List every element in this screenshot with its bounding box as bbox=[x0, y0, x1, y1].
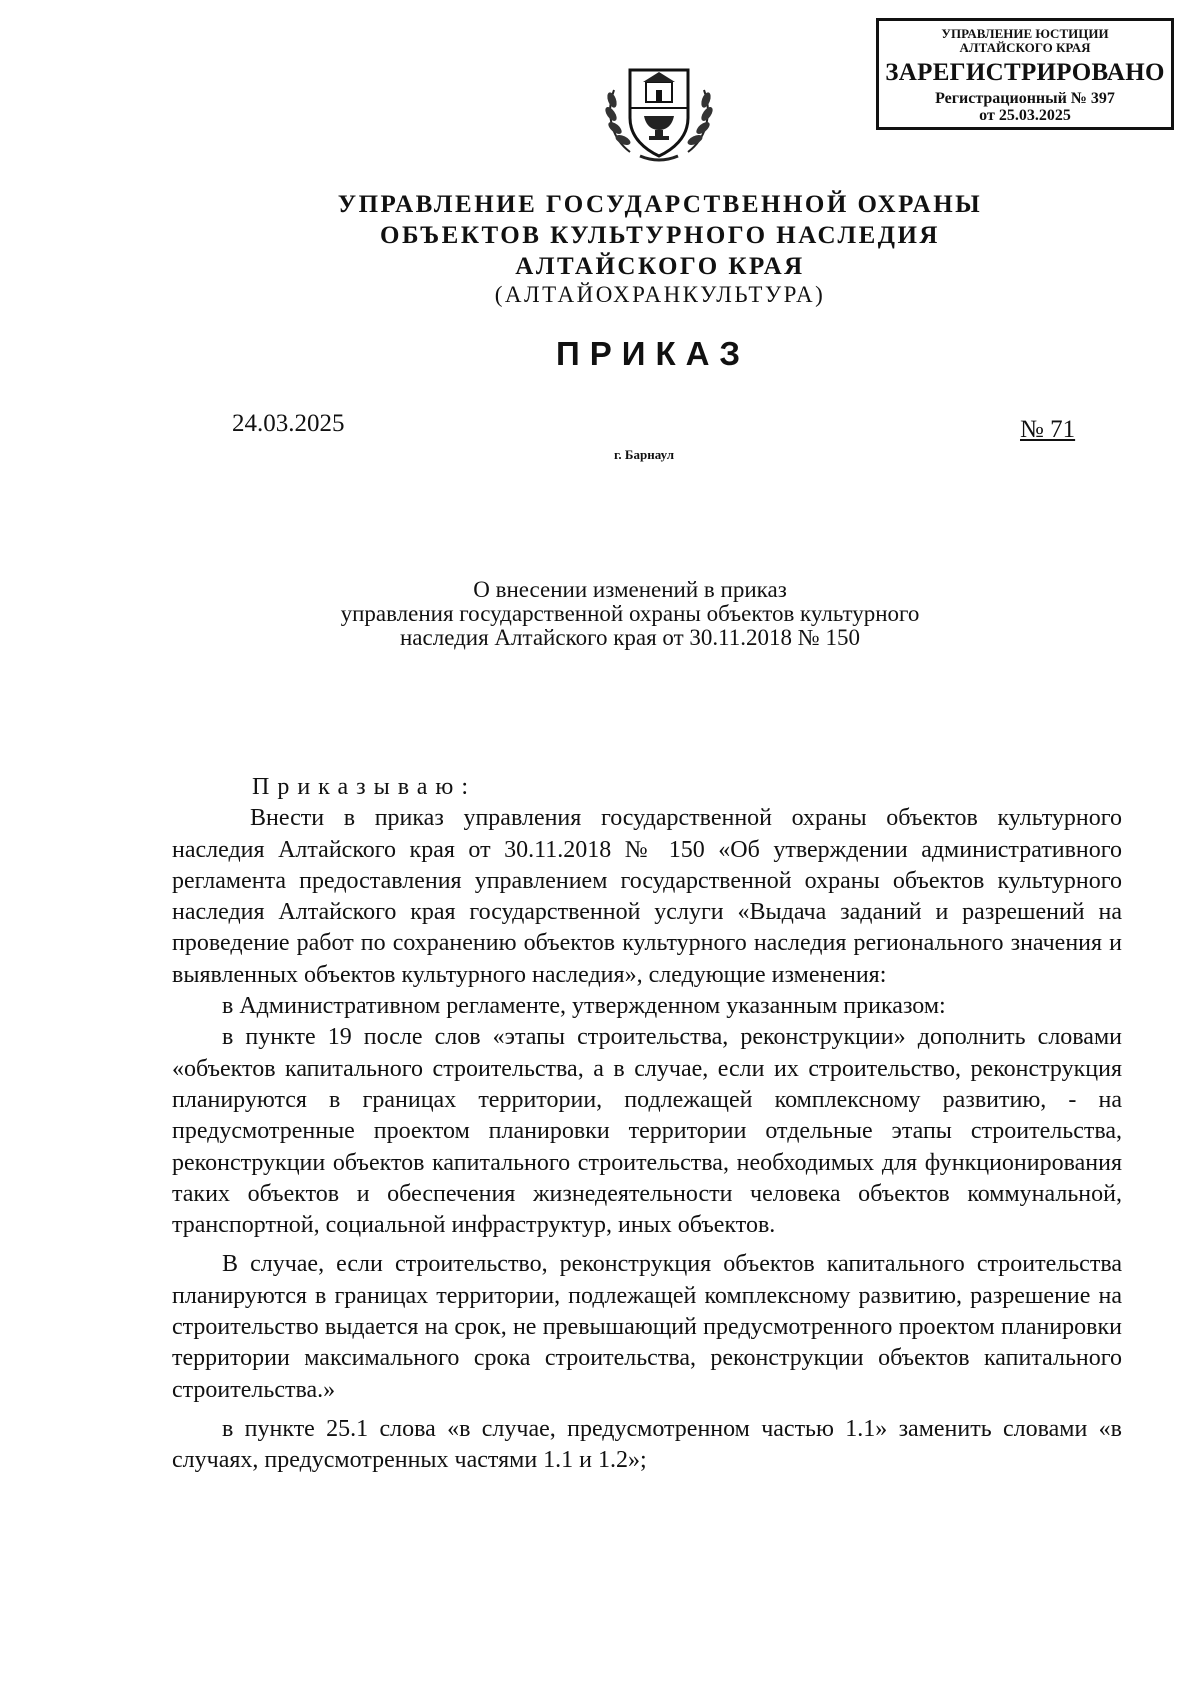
document-date: 24.03.2025 bbox=[232, 410, 345, 437]
body-paragraph-3: в пункте 19 после слов «этапы строительства, реконструкции» дополнить словами «объектов капитального строительства, а в случае, если их строительство, реконструкция планируются в границах территории, подлежащей комплексному развитию, - на предусмотренные проектом планировки территории отдельные этапы строительства, реконструкции объектов капитального строительства, необходимых для функционирования таких объектов и обеспечения жизнедеятельности человека объектов коммунальной, транспортной, социальной инфраструктур, иных объектов. bbox=[172, 1024, 1122, 1239]
coat-of-arms-icon bbox=[600, 52, 718, 170]
subject-line1: О внесении изменений в приказ bbox=[473, 577, 787, 602]
document-title: ПРИКАЗ bbox=[556, 335, 751, 372]
stamp-reg-number: Регистрационный № 397 bbox=[935, 89, 1115, 107]
stamp-org-line2: АЛТАЙСКОГО КРАЯ bbox=[959, 39, 1091, 55]
document-body bbox=[172, 772, 1122, 1477]
body-paragraph-5: в пункте 25.1 слова «в случае, предусмотренном частью 1.1» заменить словами «в случаях, предусмотренных частями 1.1 и 1.2»; bbox=[172, 1415, 1122, 1474]
org-name-line1: УПРАВЛЕНИЕ ГОСУДАРСТВЕННОЙ ОХРАНЫ bbox=[337, 191, 983, 218]
subject-line3: наследия Алтайского края от 30.11.2018 № 150 bbox=[399, 625, 860, 650]
org-short-name: (АЛТАЙОХРАНКУЛЬТУРА) bbox=[494, 282, 826, 307]
document-subject bbox=[260, 578, 1000, 650]
document-city: г. Барнаул bbox=[614, 447, 675, 462]
registration-stamp bbox=[876, 18, 1174, 130]
order-word: Приказываю: bbox=[252, 774, 476, 800]
body-paragraph-4: В случае, если строительство, реконструкция объектов капитального строительства планируются в границах территории, подлежащей комплексному развитию, разрешение на строительство выдается на срок, не превышающий предусмотренного проектом планировки территории максимального срока строительства, реконструкции объектов капитального строительства.» bbox=[172, 1251, 1122, 1403]
subject-line2: управления государственной охраны объектов культурного bbox=[340, 601, 920, 626]
document-number: № 71 bbox=[1020, 416, 1076, 443]
body-paragraph-1: Внести в приказ управления государственной охраны объектов культурного наследия Алтайского края от 30.11.2018 № 150 «Об утверждении административного регламента предоставления управлением государственной охраны объектов культурного наследия Алтайского края государственной услуги «Выдача заданий и разрешений на проведение работ по сохранению объектов культурного наследия регионального значения и выявленных объектов культурного наследия», следующие изменения: bbox=[172, 805, 1122, 988]
stamp-org-line1: УПРАВЛЕНИЕ ЮСТИЦИИ bbox=[941, 26, 1109, 41]
org-name-line2: ОБЪЕКТОВ КУЛЬТУРНОГО НАСЛЕДИЯ bbox=[380, 222, 940, 249]
body-paragraph-2: в Административном регламенте, утвержденном указанным приказом: bbox=[222, 993, 946, 1020]
stamp-reg-date: от 25.03.2025 bbox=[979, 107, 1071, 125]
org-name-line3: АЛТАЙСКОГО КРАЯ bbox=[515, 253, 805, 280]
stamp-registered: ЗАРЕГИСТРИРОВАНО bbox=[885, 59, 1165, 87]
